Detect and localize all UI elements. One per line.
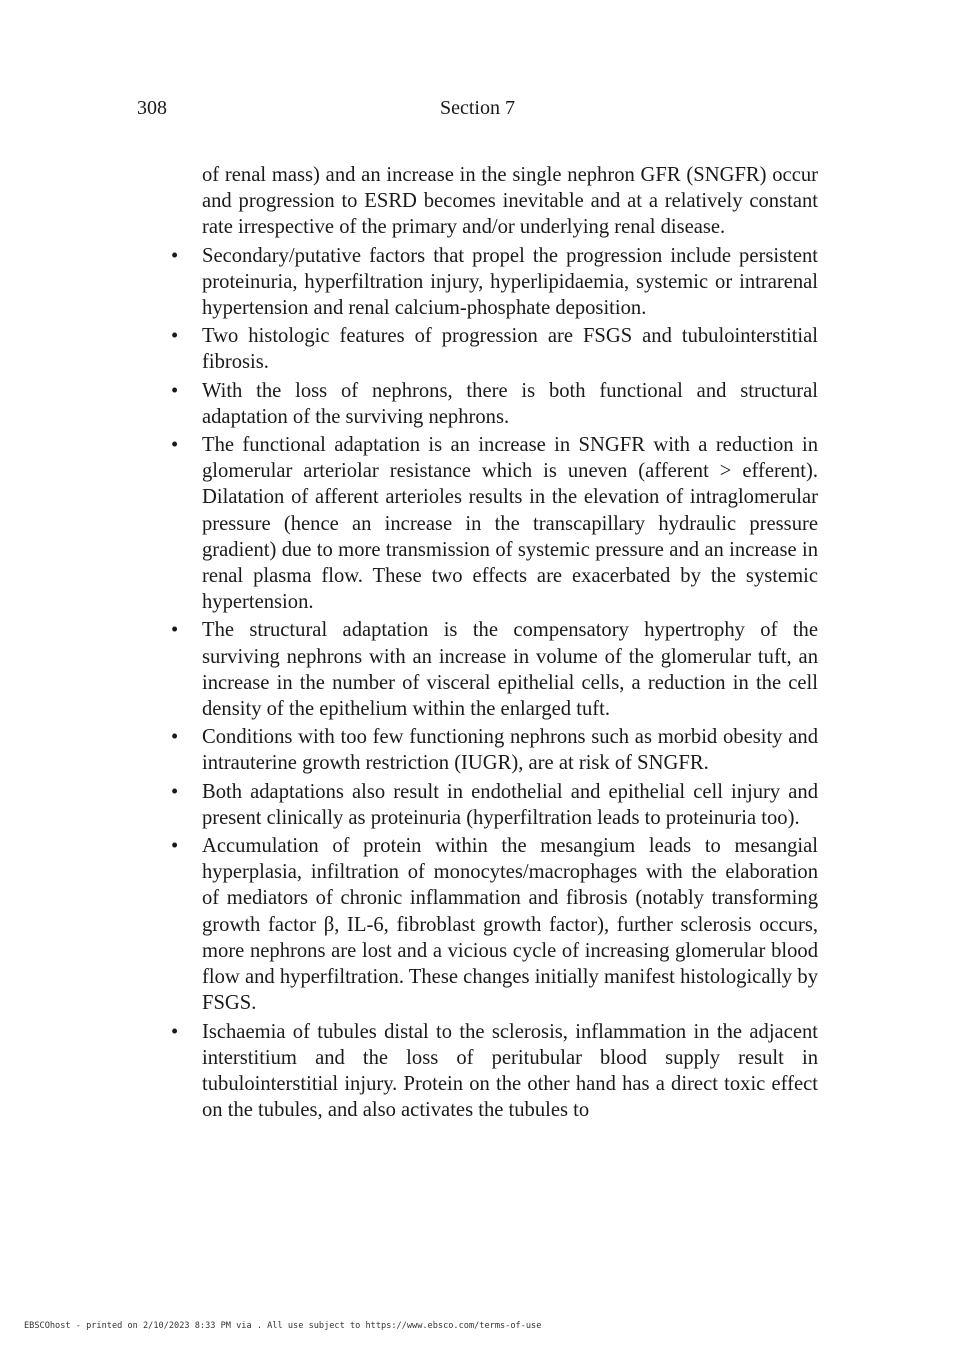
list-item: • Accumulation of protein within the mesangium leads to mesangial hyperplasia, infiltration of monocytes/macrophages with the elaboration of mediators of chronic inflammation and fibrosis (notably transforming growth factor β, IL-6, fibroblast growth factor), further sclerosis occurs, more nephrons are lost and a vicious cycle of increasing glomerular blood flow and hyperfiltration. These changes initially manifest histologically by FSGS.	[202, 833, 818, 1016]
intro-paragraph: of renal mass) and an increase in the single nephron GFR (SNGFR) occur and progression to ESRD becomes inevitable and at a relatively constant rate irrespective of the primary and/or underlying renal disease.	[202, 164, 818, 239]
page-number: 308	[137, 97, 167, 119]
list-item: • Secondary/putative factors that propel the progression include persistent proteinuria, hyperfiltration injury, hyperlipidaemia, systemic or intrarenal hypertension and renal calcium-phosphate deposition.	[202, 243, 818, 322]
list-item: • With the loss of nephrons, there is both functional and structural adaptation of the surviving nephrons.	[202, 378, 818, 430]
print-footer: EBSCOhost - printed on 2/10/2023 8:33 PM via . All use subject to https://www.ebsco.com/terms-of-use	[24, 1321, 542, 1331]
list-item: • Conditions with too few functioning nephrons such as morbid obesity and intrauterine growth restriction (IUGR), are at risk of SNGFR.	[202, 724, 818, 776]
list-item: • The structural adaptation is the compensatory hypertrophy of the surviving nephrons with an increase in volume of the glomerular tuft, an increase in the number of visceral epithelial cells, a reduction in the cell density of the epithelium within the enlarged tuft.	[202, 617, 818, 722]
bullet-list	[202, 243, 818, 1124]
list-item: • Two histologic features of progression are FSGS and tubulointerstitial fibrosis.	[202, 323, 818, 375]
page-body	[202, 162, 818, 1125]
list-item: • Ischaemia of tubules distal to the sclerosis, inflammation in the adjacent interstitium and the loss of peritubular blood supply result in tubulointerstitial injury. Protein on the other hand has a direct toxic effect on the tubules, and also activates the tubules to	[202, 1019, 818, 1124]
section-title: Section 7	[440, 97, 515, 119]
list-item: • Both adaptations also result in endothelial and epithelial cell injury and present clinically as proteinuria (hyperfiltration leads to proteinuria too).	[202, 779, 818, 831]
list-item: • The functional adaptation is an increase in SNGFR with a reduction in glomerular arteriolar resistance which is uneven (afferent > efferent). Dilatation of afferent arterioles results in the elevation of intraglomerular pressure (hence an increase in the transcapillary hydraulic pressure gradient) due to more transmission of systemic pressure and an increase in renal plasma flow. These two effects are exacerbated by the systemic hypertension.	[202, 432, 818, 615]
